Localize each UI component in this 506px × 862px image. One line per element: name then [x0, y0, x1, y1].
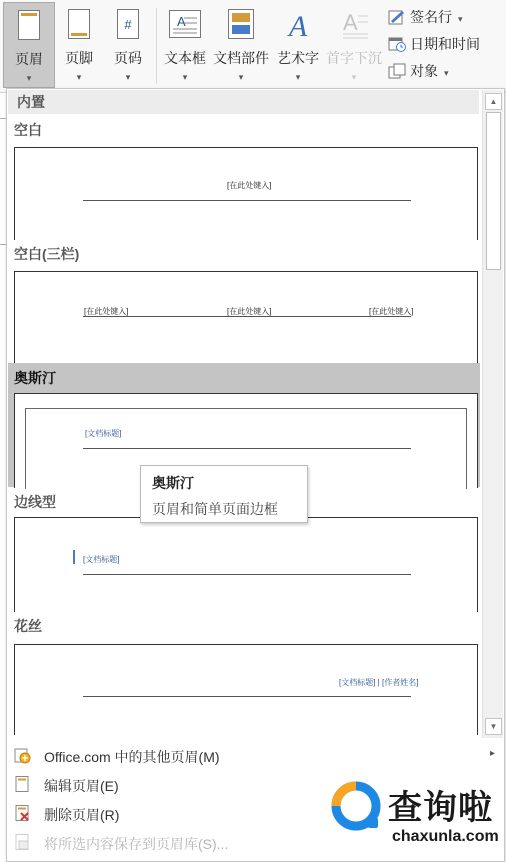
page-number-icon [116, 8, 140, 43]
footer-button-label: 页脚 [65, 50, 93, 66]
watermark-url: chaxunla.com [392, 828, 499, 845]
header-rule [83, 448, 411, 449]
header-thumbnail [14, 147, 478, 240]
placeholder-text: [在此处键入] [84, 307, 129, 316]
wordart-button-label: 艺术字 [277, 50, 319, 66]
chevron-down-icon: ▾ [26, 73, 32, 83]
gallery-item-name: 奥斯汀 [14, 370, 56, 386]
chevron-down-icon: ▾ [125, 72, 131, 82]
gallery-item-blank-three-column[interactable] [8, 239, 480, 363]
placeholder-text: [文档标题] [85, 429, 122, 438]
insert-ribbon [0, 0, 506, 93]
wordart-icon [283, 8, 313, 43]
site-watermark [328, 776, 502, 856]
watermark-text: 查询啦 [388, 789, 493, 827]
gallery-item-filigree[interactable] [8, 611, 480, 735]
gallery-item-name: 空白(三栏) [14, 246, 80, 262]
chevron-down-icon: ▾ [76, 72, 82, 82]
drop-cap-button[interactable] [324, 2, 384, 86]
menu-item-label: 删除页眉(R) [44, 807, 120, 823]
object-label: 对象 [410, 63, 438, 79]
header-thumbnail [14, 517, 478, 612]
scrollbar-thumb[interactable] [486, 112, 501, 270]
date-time-button[interactable] [388, 34, 480, 56]
edit-header-icon [13, 775, 31, 793]
text-box-button[interactable] [160, 2, 210, 86]
quick-parts-icon [227, 8, 255, 43]
accent-bar [73, 550, 75, 564]
placeholder-text: [在此处键入] [369, 307, 414, 316]
quick-parts-button-label: 文档部件 [213, 50, 269, 66]
ribbon-separator [156, 8, 157, 84]
gallery-scrollbar[interactable] [482, 90, 503, 738]
svg-text:A: A [288, 10, 308, 40]
placeholder-text: [在此处键入] [227, 181, 272, 190]
submenu-arrow-icon: ▸ [489, 748, 495, 759]
gallery-item-tooltip [140, 465, 308, 523]
svg-text:A: A [343, 10, 358, 35]
chevron-down-icon: ▾ [238, 72, 244, 82]
office-com-icon [13, 746, 31, 764]
header-rule [83, 696, 411, 697]
placeholder-text: [在此处键入] [227, 307, 272, 316]
header-rule [83, 200, 411, 201]
placeholder-text: [文档标题] [83, 555, 120, 564]
menu-item-label: 将所选内容保存到页眉库(S)... [44, 836, 229, 852]
header-thumbnail [14, 271, 478, 364]
drop-cap-icon [339, 8, 369, 43]
scroll-down-button[interactable]: ▼ [485, 718, 502, 735]
footer-button[interactable] [55, 2, 103, 86]
save-to-gallery-icon [13, 833, 31, 851]
svg-text:#: # [124, 17, 132, 32]
footer-page-icon [67, 8, 91, 43]
header-thumbnail [14, 644, 478, 735]
gallery-item-name: 花丝 [14, 618, 42, 634]
gallery-section-title: 内置 [8, 90, 479, 114]
tooltip-title: 奥斯汀 [152, 475, 194, 491]
object-button[interactable] [388, 61, 449, 83]
quick-parts-button[interactable] [211, 2, 271, 86]
header-rule [83, 316, 411, 317]
placeholder-text: [文档标题] | [作者姓名] [339, 678, 419, 687]
chevron-down-icon: ▾ [182, 72, 188, 82]
magnifier-logo-icon [330, 780, 386, 836]
gallery-item-blank[interactable] [8, 115, 480, 239]
header-button-label: 页眉 [15, 51, 43, 67]
chevron-down-icon: ▾ [444, 68, 449, 78]
page-number-button[interactable] [104, 2, 152, 86]
header-button[interactable] [3, 2, 55, 88]
text-box-button-label: 文本框 [164, 50, 206, 66]
menu-item-label: 编辑页眉(E) [44, 778, 119, 794]
gallery-item-name: 边线型 [14, 494, 56, 510]
signature-line-icon [388, 9, 406, 25]
office-com-more-headers-item[interactable] [8, 741, 503, 769]
scroll-up-button[interactable]: ▲ [485, 93, 502, 110]
gallery-item-name: 空白 [14, 122, 42, 138]
drop-cap-button-label: 首字下沉 [326, 50, 382, 66]
chevron-down-icon: ▾ [295, 72, 301, 82]
menu-item-label: Office.com 中的其他页眉(M) [44, 749, 220, 765]
header-rule [83, 574, 411, 575]
object-icon [388, 63, 406, 79]
signature-line-button[interactable] [388, 7, 463, 29]
signature-line-label: 签名行 [410, 9, 452, 25]
svg-text:A: A [177, 14, 186, 29]
wordart-button[interactable] [273, 2, 323, 86]
page-number-button-label: 页码 [114, 50, 142, 66]
header-gallery [8, 115, 480, 735]
chevron-down-icon: ▾ [351, 72, 357, 82]
chevron-down-icon: ▾ [458, 14, 463, 24]
text-box-icon [168, 8, 202, 43]
tooltip-description: 页眉和简单页面边框 [152, 501, 278, 517]
header-page-icon [17, 9, 41, 44]
date-time-icon [388, 36, 406, 52]
remove-header-icon [13, 804, 31, 822]
date-time-label: 日期和时间 [410, 36, 480, 52]
